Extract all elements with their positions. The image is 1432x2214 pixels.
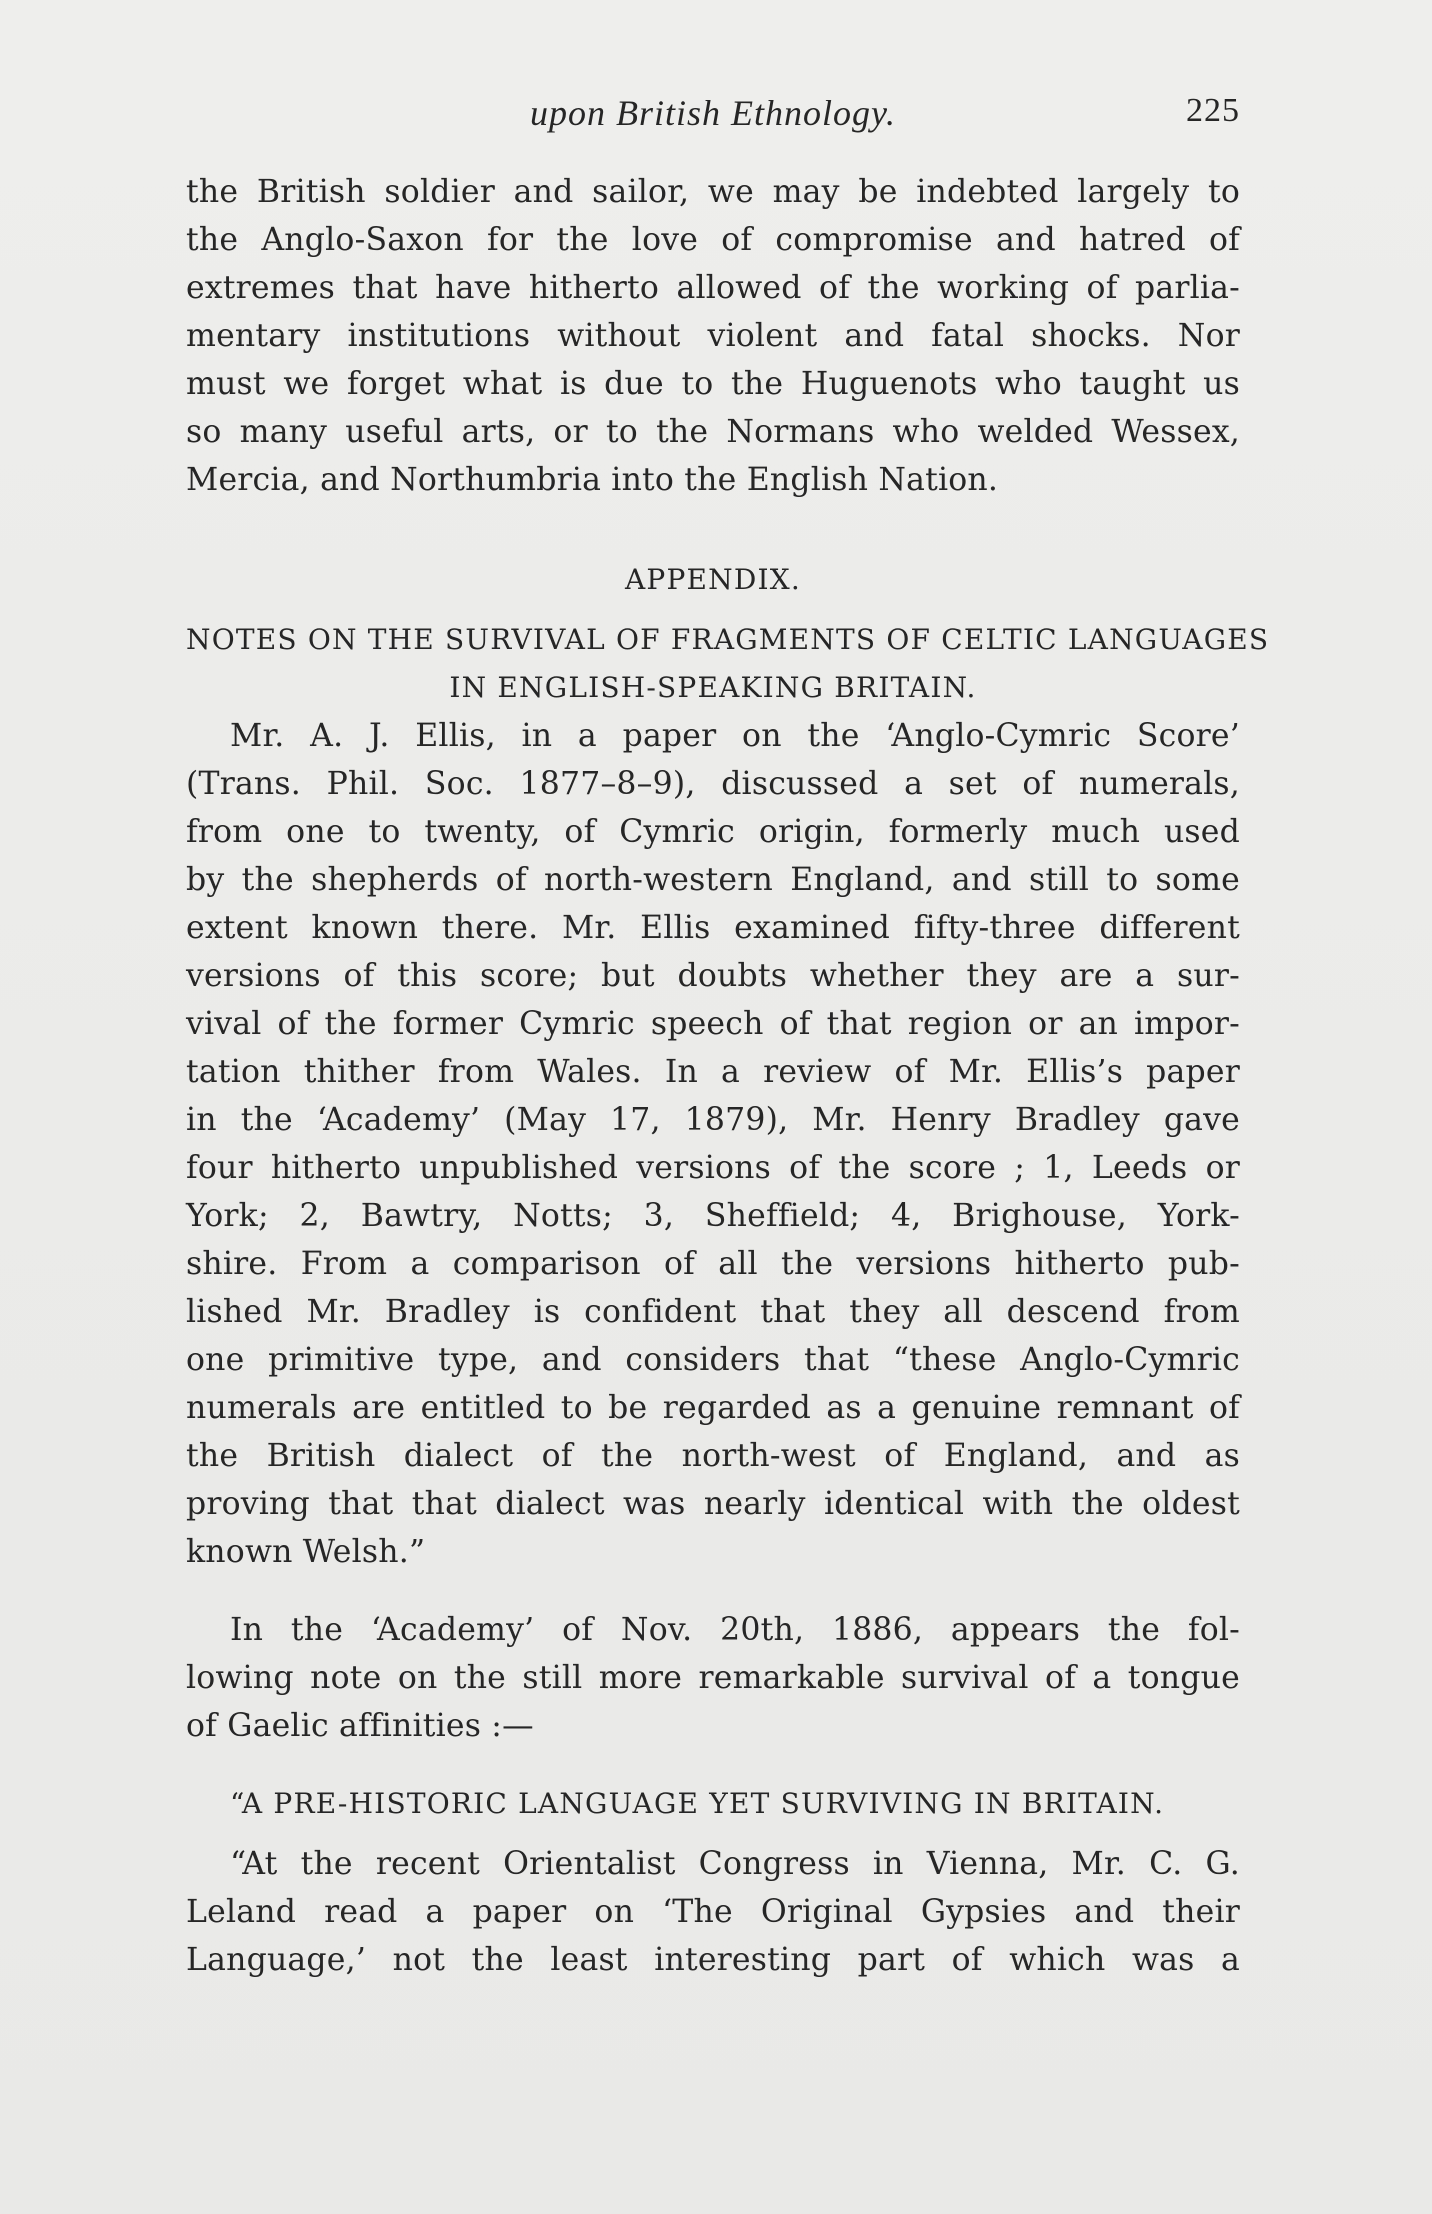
running-title: upon British Ethnology. <box>529 93 896 133</box>
text-line: from one to twenty, of Cymric origin, formerly much used <box>186 814 1240 850</box>
text-line: (Trans. Phil. Soc. 1877–8–9), discussed a set of numerals, <box>186 766 1240 802</box>
page-number: 225 <box>1186 92 1240 129</box>
appendix-heading: APPENDIX. <box>625 563 801 596</box>
paragraph-2 <box>186 712 1240 1576</box>
text-line: the Anglo-Saxon for the love of compromise and hatred of <box>186 222 1240 258</box>
text-line: versions of this score; but doubts whether they are a sur- <box>186 958 1240 994</box>
spacer <box>186 604 1240 616</box>
body-text <box>186 168 1270 1984</box>
spacer <box>186 504 1240 556</box>
text-line: four hitherto unpublished versions of the score ; 1, Leeds or <box>186 1150 1240 1186</box>
text-line: Mercia, and Northumbria into the English Nation. <box>186 462 999 498</box>
notes-heading-line: NOTES ON THE SURVIVAL OF FRAGMENTS OF CELTIC LANGUAGES <box>186 623 1270 656</box>
page-header <box>186 92 1240 142</box>
text-line: so many useful arts, or to the Normans who welded Wessex, <box>186 414 1240 450</box>
text-line: Language,’ not the least interesting part of which was a <box>186 1942 1240 1978</box>
text-line: York; 2, Bawtry, Notts; 3, Sheffield; 4, Brighouse, York- <box>186 1198 1240 1234</box>
text-line: the British soldier and sailor, we may be indebted largely to <box>186 174 1240 210</box>
notes-heading <box>186 616 1270 712</box>
paragraph-4 <box>186 1840 1240 1984</box>
spacer <box>186 1750 1240 1780</box>
text-line: proving that that dialect was nearly identical with the oldest <box>186 1486 1240 1522</box>
paragraph-1 <box>186 168 1240 504</box>
text-line: mentary institutions without violent and fatal shocks. Nor <box>186 318 1240 354</box>
text-line: extremes that have hitherto allowed of the working of parlia- <box>186 270 1240 306</box>
text-line: known Welsh.” <box>186 1534 426 1570</box>
spacer <box>186 1576 1240 1606</box>
text-line: lowing note on the still more remarkable survival of a tongue <box>186 1660 1240 1696</box>
text-line: “At the recent Orientalist Congress in Vienna, Mr. C. G. <box>230 1846 1240 1882</box>
text-line: shire. From a comparison of all the versions hitherto pub- <box>186 1246 1240 1282</box>
quote-heading: “A PRE-HISTORIC LANGUAGE YET SURVIVING IN BRITAIN. <box>230 1787 1165 1820</box>
text-line: numerals are entitled to be regarded as a genuine remnant of <box>186 1390 1240 1426</box>
text-line: of Gaelic affinities :— <box>186 1708 534 1744</box>
notes-heading-line: IN ENGLISH-SPEAKING BRITAIN. <box>449 671 977 704</box>
paragraph-3 <box>186 1606 1240 1750</box>
text-line: In the ‘Academy’ of Nov. 20th, 1886, appears the fol- <box>230 1612 1240 1648</box>
text-line: tation thither from Wales. In a review of Mr. Ellis’s paper <box>186 1054 1240 1090</box>
text-line: vival of the former Cymric speech of that region or an impor- <box>186 1006 1240 1042</box>
spacer <box>186 1828 1240 1840</box>
text-line: Leland read a paper on ‘The Original Gypsies and their <box>186 1894 1240 1930</box>
text-line: must we forget what is due to the Huguenots who taught us <box>186 366 1240 402</box>
text-line: Mr. A. J. Ellis, in a paper on the ‘Anglo-Cymric Score’ <box>230 718 1240 754</box>
text-line: in the ‘Academy’ (May 17, 1879), Mr. Henry Bradley gave <box>186 1102 1240 1138</box>
text-line: by the shepherds of north-western England, and still to some <box>186 862 1240 898</box>
text-line: lished Mr. Bradley is confident that they all descend from <box>186 1294 1240 1330</box>
text-line: the British dialect of the north-west of England, and as <box>186 1438 1240 1474</box>
text-line: one primitive type, and considers that “these Anglo-Cymric <box>186 1342 1240 1378</box>
text-line: extent known there. Mr. Ellis examined fifty-three different <box>186 910 1240 946</box>
